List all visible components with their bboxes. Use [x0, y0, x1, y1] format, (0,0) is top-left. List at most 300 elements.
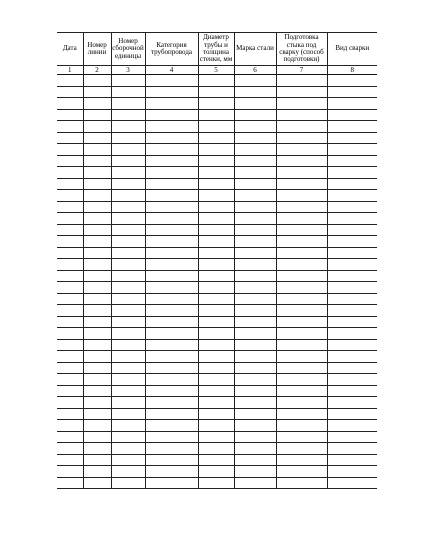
table-row — [57, 293, 377, 305]
table-cell — [111, 86, 145, 98]
table-cell — [145, 443, 198, 455]
table-cell — [234, 431, 276, 443]
table-cell — [327, 75, 377, 87]
table-cell — [327, 86, 377, 98]
table-cell — [327, 270, 377, 282]
table-cell — [234, 420, 276, 432]
table-cell — [234, 155, 276, 167]
table-cell — [57, 144, 83, 156]
table-cell — [145, 178, 198, 190]
table-cell — [83, 236, 111, 248]
table-cell — [234, 132, 276, 144]
table-cell — [276, 477, 327, 489]
table-cell — [145, 259, 198, 271]
table-cell — [57, 374, 83, 386]
table-cell — [57, 397, 83, 409]
table-cell — [145, 109, 198, 121]
table-cell — [83, 385, 111, 397]
table-row — [57, 109, 377, 121]
table-cell — [111, 167, 145, 179]
table-cell — [198, 201, 234, 213]
table-cell — [198, 144, 234, 156]
table-cell — [57, 213, 83, 225]
table-cell — [198, 236, 234, 248]
table-cell — [57, 293, 83, 305]
table-cell — [111, 477, 145, 489]
table-cell — [57, 270, 83, 282]
table-row — [57, 132, 377, 144]
table-row — [57, 466, 377, 478]
table-cell — [111, 466, 145, 478]
table-cell — [276, 247, 327, 259]
table-row — [57, 247, 377, 259]
table-cell — [327, 155, 377, 167]
table-cell — [198, 454, 234, 466]
table-cell — [145, 86, 198, 98]
table-cell — [327, 362, 377, 374]
table-row — [57, 155, 377, 167]
table-cell — [234, 385, 276, 397]
column-number: 3 — [111, 66, 145, 75]
table-cell — [198, 132, 234, 144]
column-number: 1 — [57, 66, 83, 75]
table-cell — [327, 431, 377, 443]
table-row — [57, 328, 377, 340]
table-cell — [111, 190, 145, 202]
table-cell — [83, 86, 111, 98]
table-cell — [198, 270, 234, 282]
table-row — [57, 224, 377, 236]
table-row — [57, 144, 377, 156]
header-row — [57, 33, 377, 66]
table-cell — [111, 270, 145, 282]
table-cell — [327, 98, 377, 110]
table-cell — [198, 316, 234, 328]
table-cell — [145, 132, 198, 144]
table-cell — [83, 397, 111, 409]
table-cell — [276, 454, 327, 466]
table-cell — [234, 190, 276, 202]
table-cell — [83, 374, 111, 386]
table-cell — [83, 408, 111, 420]
table-cell — [111, 132, 145, 144]
table-cell — [83, 270, 111, 282]
table-cell — [57, 132, 83, 144]
table-cell — [327, 339, 377, 351]
table-cell — [145, 236, 198, 248]
table-cell — [234, 397, 276, 409]
table-cell — [327, 224, 377, 236]
table-cell — [83, 328, 111, 340]
table-cell — [57, 98, 83, 110]
table-cell — [276, 316, 327, 328]
table-cell — [111, 305, 145, 317]
table-cell — [111, 109, 145, 121]
table-cell — [83, 75, 111, 87]
table-cell — [234, 86, 276, 98]
table-cell — [276, 408, 327, 420]
table-cell — [327, 443, 377, 455]
log-table — [57, 32, 377, 489]
table-cell — [276, 270, 327, 282]
table-cell — [57, 443, 83, 455]
table-cell — [111, 443, 145, 455]
table-cell — [83, 339, 111, 351]
table-cell — [276, 201, 327, 213]
table-cell — [234, 408, 276, 420]
table-row — [57, 454, 377, 466]
table-cell — [276, 374, 327, 386]
table-cell — [234, 259, 276, 271]
table-cell — [276, 431, 327, 443]
column-number: 6 — [234, 66, 276, 75]
table-cell — [111, 385, 145, 397]
table-cell — [276, 466, 327, 478]
table-cell — [83, 477, 111, 489]
table-cell — [276, 385, 327, 397]
table-cell — [111, 362, 145, 374]
table-cell — [276, 190, 327, 202]
table-cell — [234, 144, 276, 156]
table-cell — [234, 201, 276, 213]
table-cell — [234, 454, 276, 466]
table-cell — [327, 477, 377, 489]
table-cell — [327, 397, 377, 409]
table-cell — [198, 75, 234, 87]
table-cell — [276, 121, 327, 133]
table-cell — [83, 443, 111, 455]
table-body — [57, 75, 377, 489]
table-cell — [145, 454, 198, 466]
table-row — [57, 397, 377, 409]
table-row — [57, 305, 377, 317]
table-cell — [327, 167, 377, 179]
table-cell — [57, 305, 83, 317]
table-cell — [327, 351, 377, 363]
table-cell — [327, 316, 377, 328]
table-cell — [145, 351, 198, 363]
table-row — [57, 236, 377, 248]
table-cell — [327, 385, 377, 397]
table-cell — [83, 190, 111, 202]
table-cell — [57, 454, 83, 466]
table-row — [57, 75, 377, 87]
table-cell — [83, 466, 111, 478]
table-cell — [57, 362, 83, 374]
table-cell — [145, 420, 198, 432]
table-cell — [198, 431, 234, 443]
table-cell — [276, 282, 327, 294]
table-cell — [327, 466, 377, 478]
table-row — [57, 121, 377, 133]
table-cell — [327, 408, 377, 420]
table-cell — [198, 247, 234, 259]
table-cell — [327, 144, 377, 156]
table-cell — [111, 259, 145, 271]
table-row — [57, 408, 377, 420]
table-cell — [198, 385, 234, 397]
table-row — [57, 213, 377, 225]
table-cell — [198, 178, 234, 190]
table-cell — [234, 178, 276, 190]
table-cell — [145, 247, 198, 259]
table-cell — [276, 213, 327, 225]
table-cell — [276, 224, 327, 236]
table-cell — [111, 408, 145, 420]
table-cell — [327, 213, 377, 225]
table-cell — [327, 420, 377, 432]
table-cell — [145, 98, 198, 110]
table-cell — [57, 408, 83, 420]
table-cell — [145, 305, 198, 317]
table-cell — [276, 236, 327, 248]
table-cell — [111, 420, 145, 432]
table-cell — [276, 443, 327, 455]
table-row — [57, 201, 377, 213]
table-cell — [198, 443, 234, 455]
table-cell — [198, 121, 234, 133]
table-row — [57, 339, 377, 351]
table-cell — [111, 201, 145, 213]
table-cell — [327, 328, 377, 340]
table-cell — [327, 190, 377, 202]
table-cell — [57, 351, 83, 363]
table-cell — [83, 431, 111, 443]
table-cell — [198, 109, 234, 121]
table-cell — [198, 293, 234, 305]
table-cell — [234, 98, 276, 110]
table-cell — [276, 305, 327, 317]
table-cell — [111, 236, 145, 248]
table-cell — [57, 121, 83, 133]
table-cell — [145, 466, 198, 478]
table-cell — [198, 362, 234, 374]
table-cell — [234, 75, 276, 87]
table-row — [57, 259, 377, 271]
table-cell — [234, 247, 276, 259]
table-cell — [111, 339, 145, 351]
table-cell — [57, 477, 83, 489]
table-cell — [327, 247, 377, 259]
table-cell — [145, 167, 198, 179]
table-cell — [83, 247, 111, 259]
table-cell — [83, 178, 111, 190]
table-cell — [234, 167, 276, 179]
table-cell — [57, 339, 83, 351]
table-cell — [111, 144, 145, 156]
table-cell — [145, 282, 198, 294]
table-cell — [83, 305, 111, 317]
table-cell — [327, 305, 377, 317]
table-cell — [111, 75, 145, 87]
table-cell — [198, 305, 234, 317]
table-row — [57, 282, 377, 294]
table-cell — [234, 236, 276, 248]
table-cell — [234, 270, 276, 282]
table-cell — [83, 293, 111, 305]
table-cell — [83, 201, 111, 213]
table-row — [57, 362, 377, 374]
table-cell — [198, 259, 234, 271]
table-row — [57, 316, 377, 328]
table-cell — [234, 293, 276, 305]
table-cell — [198, 190, 234, 202]
welding-log-form — [57, 32, 377, 489]
table-cell — [57, 190, 83, 202]
table-cell — [198, 477, 234, 489]
header-assembly-unit: Номер сборочной единицы — [111, 33, 145, 66]
table-cell — [198, 167, 234, 179]
table-cell — [276, 362, 327, 374]
table-cell — [83, 167, 111, 179]
table-cell — [83, 420, 111, 432]
table-cell — [83, 121, 111, 133]
table-cell — [57, 236, 83, 248]
table-cell — [198, 155, 234, 167]
table-cell — [57, 167, 83, 179]
table-cell — [198, 339, 234, 351]
table-cell — [111, 178, 145, 190]
table-row — [57, 98, 377, 110]
table-cell — [276, 328, 327, 340]
table-row — [57, 477, 377, 489]
table-cell — [198, 224, 234, 236]
table-cell — [145, 339, 198, 351]
table-row — [57, 374, 377, 386]
table-cell — [145, 293, 198, 305]
table-cell — [145, 397, 198, 409]
table-cell — [198, 374, 234, 386]
header-line-number: Номер линии — [83, 33, 111, 66]
table-row — [57, 385, 377, 397]
table-cell — [57, 316, 83, 328]
table-cell — [198, 86, 234, 98]
table-cell — [234, 477, 276, 489]
column-number: 7 — [276, 66, 327, 75]
table-cell — [111, 431, 145, 443]
table-cell — [111, 98, 145, 110]
table-cell — [145, 75, 198, 87]
table-cell — [234, 305, 276, 317]
table-cell — [111, 282, 145, 294]
header-pipeline-category: Категория трубопровода — [145, 33, 198, 66]
table-cell — [234, 121, 276, 133]
table-cell — [276, 75, 327, 87]
table-cell — [145, 408, 198, 420]
table-cell — [111, 351, 145, 363]
table-cell — [276, 293, 327, 305]
table-cell — [327, 374, 377, 386]
table-cell — [327, 121, 377, 133]
table-cell — [234, 374, 276, 386]
table-cell — [145, 121, 198, 133]
table-cell — [57, 178, 83, 190]
table-cell — [145, 328, 198, 340]
table-cell — [111, 121, 145, 133]
table-cell — [145, 201, 198, 213]
table-cell — [145, 144, 198, 156]
table-row — [57, 351, 377, 363]
table-cell — [327, 282, 377, 294]
table-cell — [276, 109, 327, 121]
table-cell — [57, 247, 83, 259]
table-cell — [57, 201, 83, 213]
table-cell — [83, 316, 111, 328]
table-cell — [276, 155, 327, 167]
table-cell — [57, 282, 83, 294]
table-row — [57, 443, 377, 455]
header-welding-type: Вид сварки — [327, 33, 377, 66]
column-number: 4 — [145, 66, 198, 75]
table-cell — [327, 201, 377, 213]
table-cell — [198, 397, 234, 409]
table-cell — [57, 431, 83, 443]
table-cell — [111, 213, 145, 225]
table-cell — [145, 477, 198, 489]
table-cell — [111, 374, 145, 386]
table-cell — [234, 466, 276, 478]
table-cell — [145, 190, 198, 202]
table-cell — [234, 282, 276, 294]
table-cell — [276, 167, 327, 179]
table-cell — [57, 385, 83, 397]
table-cell — [276, 339, 327, 351]
table-cell — [111, 155, 145, 167]
table-cell — [57, 466, 83, 478]
table-cell — [145, 224, 198, 236]
table-cell — [198, 328, 234, 340]
table-cell — [83, 132, 111, 144]
table-row — [57, 167, 377, 179]
table-cell — [198, 282, 234, 294]
table-row — [57, 86, 377, 98]
table-cell — [234, 328, 276, 340]
table-cell — [198, 408, 234, 420]
table-cell — [276, 397, 327, 409]
table-cell — [145, 374, 198, 386]
table-cell — [198, 466, 234, 478]
table-cell — [145, 270, 198, 282]
table-cell — [57, 259, 83, 271]
table-cell — [145, 316, 198, 328]
column-number: 2 — [83, 66, 111, 75]
table-cell — [327, 132, 377, 144]
table-cell — [83, 362, 111, 374]
table-cell — [327, 259, 377, 271]
table-cell — [234, 362, 276, 374]
table-cell — [327, 236, 377, 248]
table-cell — [276, 178, 327, 190]
table-cell — [83, 109, 111, 121]
table-cell — [57, 155, 83, 167]
table-cell — [198, 420, 234, 432]
table-cell — [234, 213, 276, 225]
column-number-row — [57, 66, 377, 75]
table-cell — [111, 397, 145, 409]
table-cell — [83, 259, 111, 271]
table-cell — [111, 224, 145, 236]
table-cell — [276, 132, 327, 144]
header-joint-preparation: Подготовка стыка под сварку (способ подготовки) — [276, 33, 327, 66]
table-cell — [57, 86, 83, 98]
table-cell — [276, 420, 327, 432]
table-cell — [327, 178, 377, 190]
table-cell — [83, 98, 111, 110]
table-cell — [145, 213, 198, 225]
table-cell — [83, 213, 111, 225]
table-cell — [111, 293, 145, 305]
table-cell — [57, 224, 83, 236]
